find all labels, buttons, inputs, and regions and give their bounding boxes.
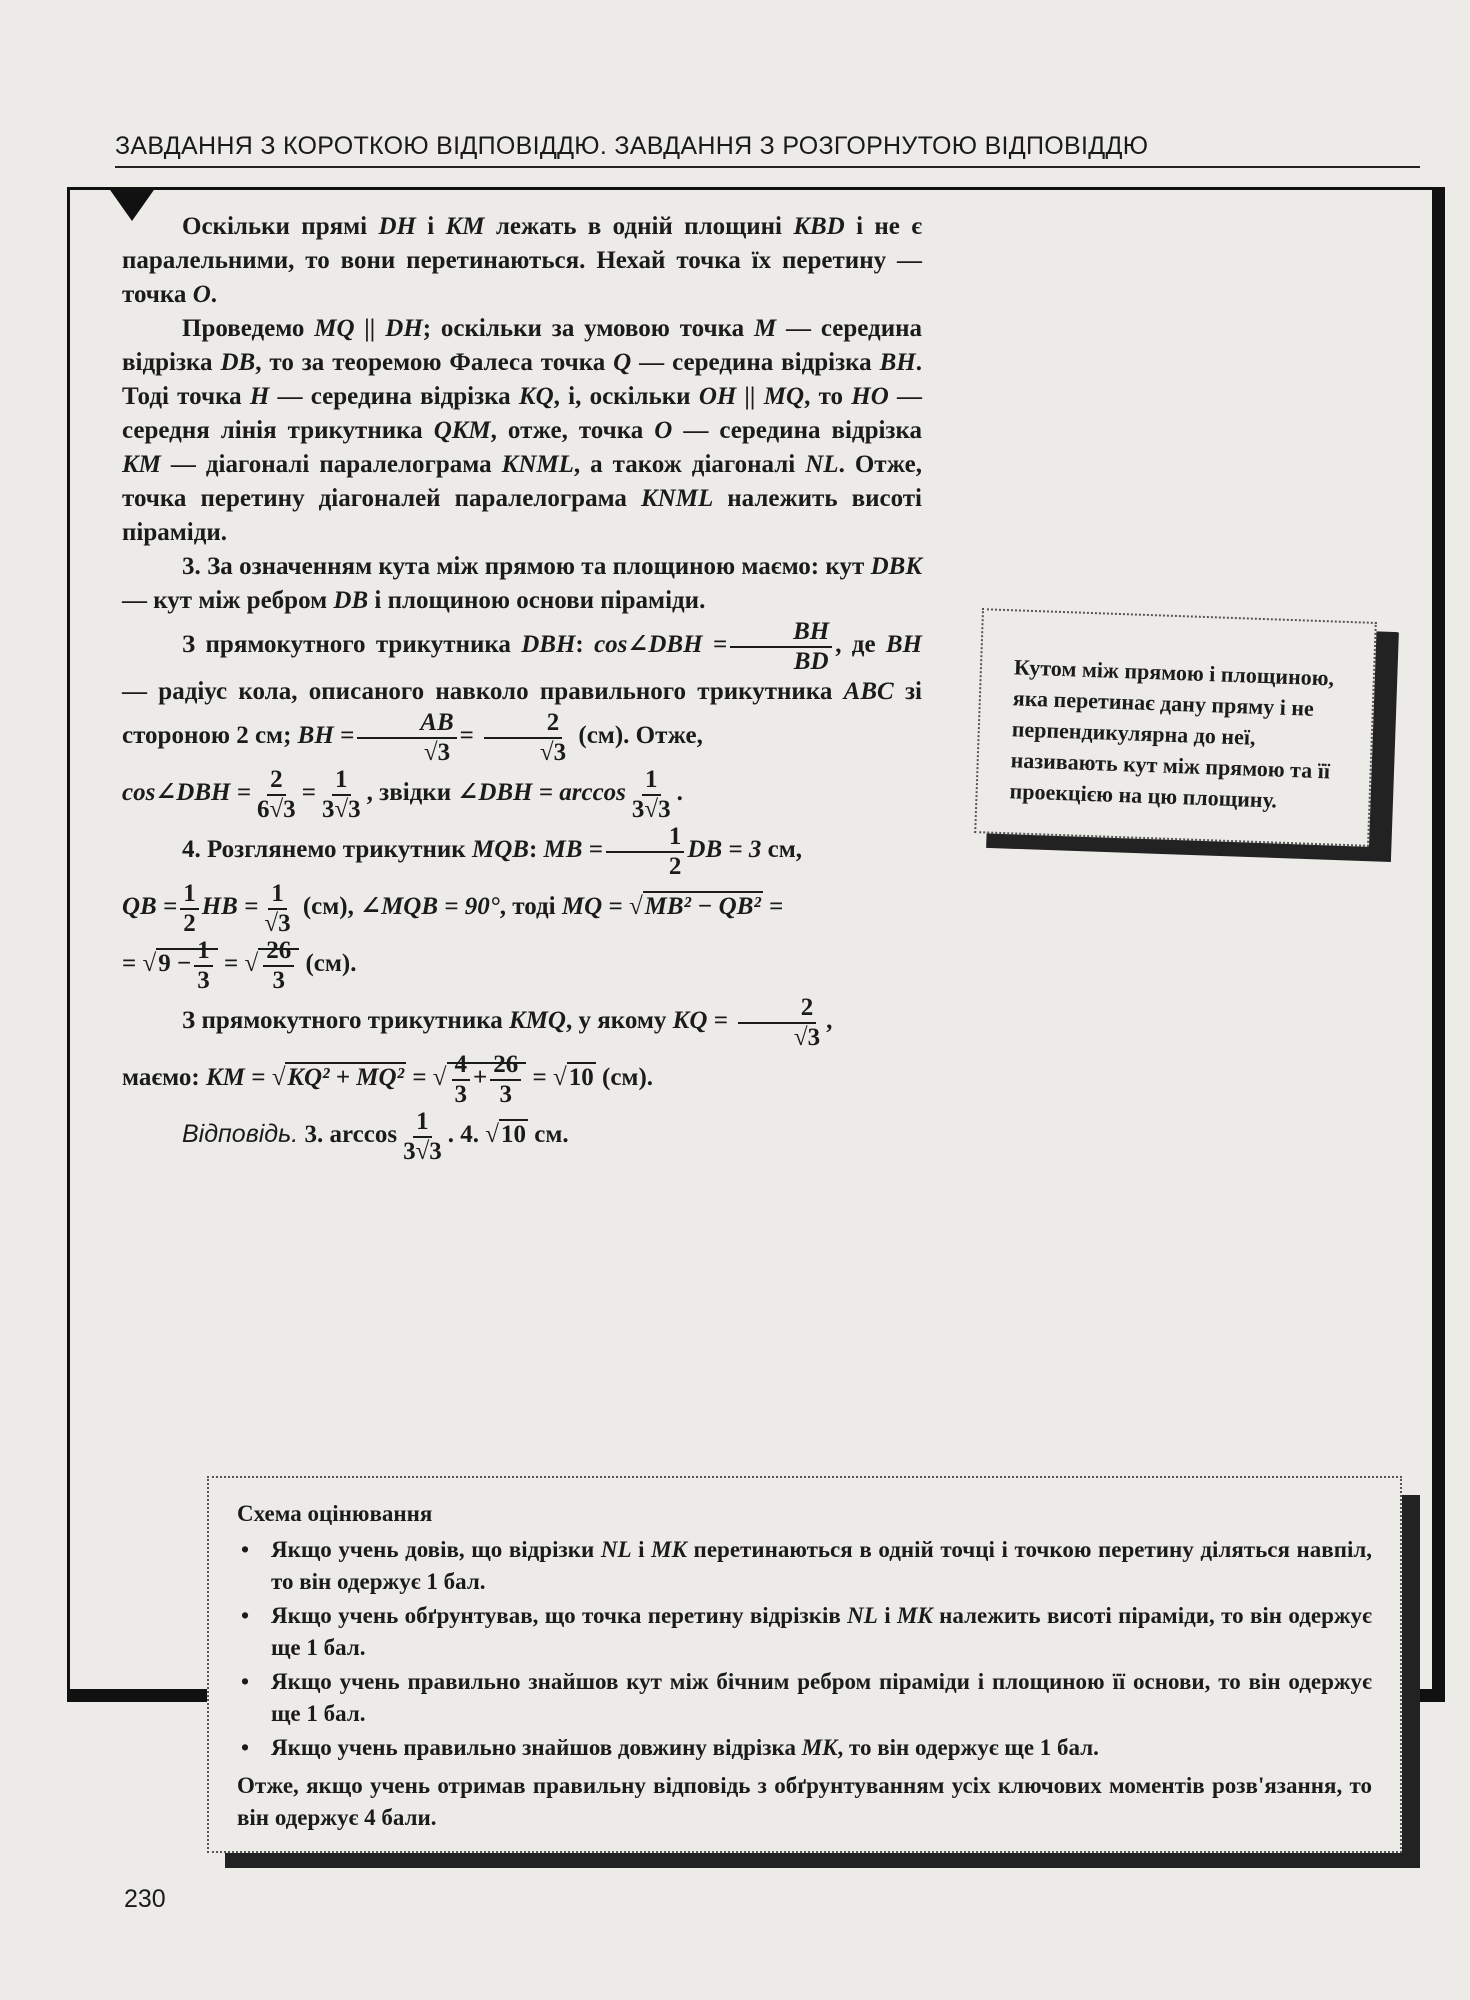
paragraph-7: QB = $\frac{1}{2}$ HB = $\frac{1}{√3}$ (см), ∠MQB = 90°, тоді MQ = √MB² − QB² =	[122, 880, 784, 937]
fraction-bh-bd: $\frac{BH}{BD}$	[730, 618, 832, 675]
fraction-1-3: $\frac{1}{3}$	[194, 937, 213, 994]
grading-item: • Якщо учень правильно знайшов довжину відрізка MK, то він одержує ще 1 бал.	[241, 1735, 1099, 1760]
fraction-26-3-b: $\frac{26}{3}$	[490, 1051, 521, 1108]
page-header: ЗАВДАННЯ З КОРОТКОЮ ВІДПОВІДДЮ. ЗАВДАННЯ З РОЗГОРНУТОЮ ВІДПОВІДДЮ	[115, 132, 1149, 160]
fraction-4-3: $\frac{4}{3}$	[452, 1051, 471, 1108]
paragraph-8: = √9 − $\frac{1}{3}$ = √ $\frac{26}{3}$ (см).	[122, 937, 357, 994]
paragraph-9: З прямокутного трикутника KMQ, у якому KQ = $\frac{2}{√3}$ ,	[182, 994, 833, 1051]
fraction-1-sqrt3: $\frac{1}{√3}$	[264, 880, 291, 937]
grading-item: • Якщо учень обґрунтував, що точка перетину відрізків NL і MK належить висоті піраміди, то він одержує ще 1 бал.	[241, 1603, 1372, 1660]
paragraph-2: Проведемо MQ || DH; оскільки за умовою точка M — середина відрізка DB, то за теоремою Фалеса точка Q — середина відрізка BH. Тоді точка H — середина відрізка KQ, і, оскільки OH || MQ, то HO — середня лінія трикутника QKM, отже, точка O — середина відрізка KM — діагоналі паралелограма KNML, а також діагоналі NL. Отже, точка перетину діагоналей паралелограма KNML належить висоті піраміди.	[122, 315, 923, 546]
grading-title: Схема оцінювання	[237, 1501, 433, 1526]
paragraph-4: З прямокутного трикутника DBH: cos∠DBH = $\frac{BH}{BD}$ , де BH — радіус кола, описаного навколо правильного трикутника ABC зі стороною 2 см; BH = $\frac{AB}{√3}$ = $\frac{2}{√3}$ (см). Отже,	[122, 618, 922, 766]
fraction-26-3: $\frac{26}{3}$	[263, 937, 294, 994]
grading-list	[237, 1534, 1372, 1764]
fraction-2-6sqrt3: $\frac{2}{6√3}$	[256, 766, 296, 823]
grading-summary: Отже, якщо учень отримав правильну відповідь з обґрунтуванням усіх ключових моментів розв'язання, то він одержує 4 бали.	[237, 1773, 1372, 1830]
answer-line: Відповідь. 3. arccos $\frac{1}{3√3}$ . 4. √10 см.	[182, 1108, 569, 1165]
paragraph-10: маємо: KM = √KQ² + MQ² = √ $\frac{4}{3}$ + $\frac{26}{3}$ = √10 (см).	[122, 1051, 654, 1108]
grading-item: • Якщо учень довів, що відрізки NL і MK перетинаються в одній точці і точкою перетину діляться навпіл, то він одержує 1 бал.	[241, 1537, 1372, 1594]
fraction-1-2: $\frac{1}{2}$	[606, 823, 685, 880]
fraction-arccos-arg: $\frac{1}{3√3}$	[631, 766, 671, 823]
fraction-2-sqrt3: $\frac{2}{√3}$	[477, 709, 569, 766]
fraction-ab-sqrt3: $\frac{AB}{√3}$	[357, 709, 456, 766]
fraction-answer: $\frac{1}{3√3}$	[403, 1108, 442, 1165]
grading-scheme	[207, 1476, 1402, 1853]
solution-text	[122, 210, 922, 1165]
paragraph-1: Оскільки прямі DH і KM лежать в одній площині KBD і не є паралельними, то вони перетинаються. Нехай точка їх перетину — точка O.	[122, 213, 923, 308]
fraction-2-sqrt3-b: $\frac{2}{√3}$	[731, 994, 823, 1051]
definition-box: Кутом між прямою і площиною, яка перетинає дану пряму і не перпендикулярна до неї, називають кут між прямою та її проекцією на цю площину.	[974, 608, 1377, 847]
header-rule	[115, 166, 1420, 168]
paragraph-5: cos∠DBH = $\frac{2}{6√3}$ = $\frac{1}{3√3}$ , звідки ∠DBH = arccos $\frac{1}{3√3}$ .	[122, 766, 683, 823]
paragraph-6: 4. Розглянемо трикутник MQB: MB = $\frac{1}{2}$ DB = 3 см,	[182, 823, 803, 880]
page-number: 230	[124, 1885, 166, 1913]
fraction-1-2-b: $\frac{1}{2}$	[180, 880, 199, 937]
paragraph-3: 3. За означенням кута між прямою та площиною маємо: кут DBK — кут між ребром DB і площиною основи піраміди.	[122, 553, 922, 614]
grading-item: • Якщо учень правильно знайшов кут між бічним ребром піраміди і площиною її основи, то він одержує ще 1 бал.	[241, 1669, 1372, 1726]
fraction-1-3sqrt3: $\frac{1}{3√3}$	[321, 766, 361, 823]
